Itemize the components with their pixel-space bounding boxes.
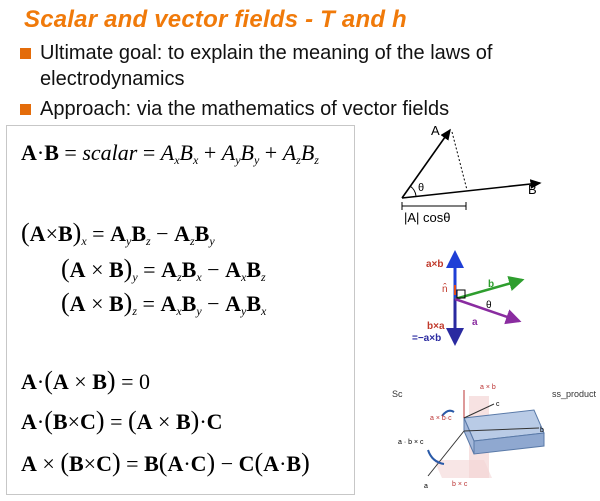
equations-panel bbox=[6, 125, 355, 495]
bullet-square-icon bbox=[20, 104, 31, 115]
figure-caption-right: ss_product bbox=[552, 389, 597, 399]
vector-b-label: B bbox=[528, 182, 537, 197]
figure-caption-left: Sc bbox=[392, 389, 403, 399]
bullet-goal-line2: electrodynamics bbox=[40, 68, 185, 90]
equation-cross-x: $(A\times B)_x = A_yB_z - A_zB_y$ bbox=[21, 218, 215, 248]
cross-product-diagram bbox=[402, 243, 537, 353]
unit-normal-label: n̂ bbox=[442, 284, 448, 295]
abxc-label: a · b × c bbox=[398, 439, 424, 446]
theta-label: θ bbox=[486, 300, 492, 311]
a-label: a bbox=[424, 483, 428, 490]
b-label: b bbox=[540, 427, 544, 434]
bullet-approach bbox=[20, 96, 449, 122]
axb-label: a × b bbox=[480, 384, 496, 391]
bxc-plane bbox=[434, 460, 492, 478]
slide-title: Scalar and vector fields - T and h bbox=[24, 6, 407, 33]
projection-dashed-line bbox=[452, 132, 467, 190]
equation-cross-z: $(A \times B)_z = A_xB_y - A_yB_x$ bbox=[61, 288, 267, 318]
projection-label: |A| cosθ bbox=[404, 210, 451, 225]
c-label: c bbox=[496, 401, 500, 408]
equation-dot-product: A·B = scalar = $A_xB_x + A_yB_y + A_zB_z$ bbox=[21, 140, 319, 167]
bxa-label: b×a bbox=[427, 321, 445, 332]
bxc-label: b × c bbox=[452, 481, 468, 488]
bullet-goal bbox=[20, 40, 492, 92]
axb-label: a×b bbox=[426, 259, 444, 270]
bullet-goal-line1: Ultimate goal: to explain the meaning of the laws of bbox=[40, 42, 493, 64]
equation-triple-zero: A·(A × B) = 0 bbox=[21, 366, 150, 395]
angle-label: θ bbox=[418, 182, 425, 194]
b-label: b bbox=[488, 279, 495, 290]
vector-a-label: A bbox=[431, 123, 440, 138]
minus-axb-label: =−a×b bbox=[412, 333, 442, 344]
equation-bac-cab: A × (B×C) = B(A·C) − C(A·B) bbox=[21, 448, 310, 477]
bullet-approach-line1: Approach: via the mathematics of vector fields bbox=[40, 98, 450, 120]
vector-a-arrow bbox=[402, 130, 450, 198]
bullet-square-icon bbox=[20, 48, 31, 59]
dot-product-diagram bbox=[390, 118, 570, 233]
angle-arc bbox=[410, 186, 416, 196]
equation-cross-y: $(A \times B)_y = A_zB_x - A_xB_z$ bbox=[61, 254, 266, 284]
a-label: a bbox=[472, 317, 478, 328]
axbc-label: a × b·c bbox=[430, 415, 452, 422]
equation-triple-scalar: A·(B×C) = (A × B)·C bbox=[21, 406, 223, 435]
triple-product-diagram bbox=[394, 378, 574, 490]
